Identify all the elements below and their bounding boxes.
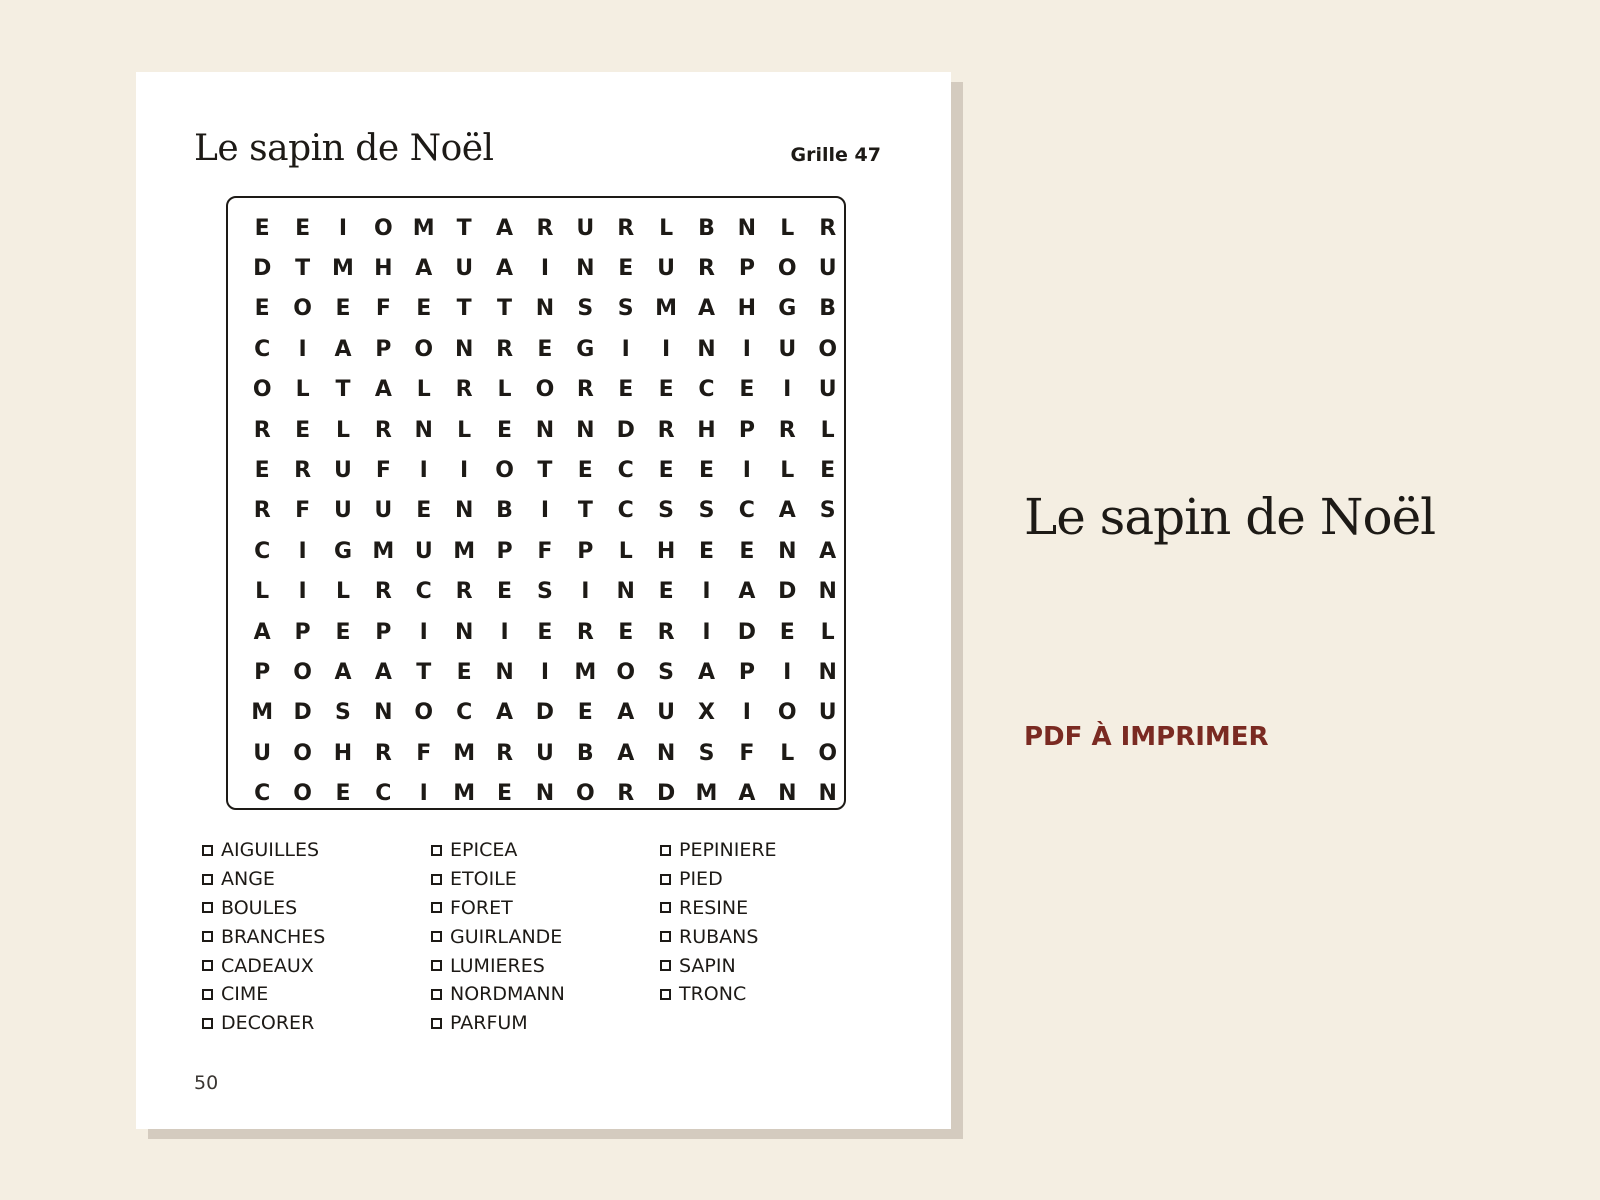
grid-letter: R: [657, 619, 675, 645]
grid-letter: R: [698, 256, 715, 282]
word-list-item: [431, 894, 660, 923]
grid-letter: O: [777, 700, 797, 726]
grid-letter: H: [697, 417, 716, 443]
word-label: DECORER: [221, 1012, 315, 1035]
grid-letter: S: [698, 740, 715, 766]
grid-letter: M: [453, 740, 476, 766]
grid-letter: I: [298, 336, 307, 362]
word-list-item: [202, 922, 431, 951]
grid-letter: C: [375, 781, 392, 807]
grid-letter: A: [617, 700, 635, 726]
grid-letter: N: [495, 659, 514, 685]
grid-letter: P: [375, 619, 392, 645]
grid-letter: U: [818, 700, 837, 726]
grid-letter: P: [375, 336, 392, 362]
grid-letter: B: [819, 296, 837, 322]
grid-letter: A: [334, 336, 352, 362]
grid-letter: L: [780, 458, 795, 484]
grid-letter: X: [698, 700, 715, 726]
grid-letter: R: [778, 417, 796, 443]
checkbox-icon[interactable]: [431, 960, 442, 971]
grid-letter: E: [254, 296, 270, 322]
grid-letter: D: [778, 579, 797, 605]
grid-letter: R: [496, 740, 514, 766]
grid-letter: O: [818, 336, 838, 362]
word-list-item: [202, 836, 431, 865]
grid-letter: N: [414, 417, 433, 443]
grid-letter: I: [298, 538, 307, 564]
grid-letter: A: [738, 579, 756, 605]
grid-letter: A: [253, 619, 271, 645]
grid-letter: R: [455, 377, 473, 403]
grid-letter: L: [497, 377, 512, 403]
grid-letter: F: [375, 458, 391, 484]
word-label: RESINE: [679, 896, 749, 919]
grid-letter: I: [662, 336, 671, 362]
word-list-item: [202, 894, 431, 923]
word-list-item: [202, 951, 431, 980]
grid-letter: O: [252, 377, 272, 403]
grid-letter: N: [616, 579, 635, 605]
grid-letter: I: [621, 336, 630, 362]
grid-letter: E: [497, 579, 513, 605]
grid-letter: I: [540, 498, 550, 524]
grid-letter: D: [293, 700, 312, 726]
grid-letter: N: [535, 417, 555, 443]
grid-letter: I: [742, 700, 751, 726]
grid-letter: N: [535, 781, 555, 807]
grid-letter: O: [374, 215, 393, 241]
grid-letter: C: [415, 579, 432, 605]
grid-letter: M: [412, 215, 435, 241]
grid-letter: E: [335, 296, 351, 322]
grid-letter: U: [414, 538, 433, 564]
grid-letter: R: [536, 215, 554, 241]
grid-letter: U: [253, 740, 272, 766]
grid-letter: O: [293, 740, 312, 766]
grid-letter: N: [535, 296, 555, 322]
grid-letter: T: [577, 498, 593, 524]
grid-letter: S: [537, 579, 553, 605]
grid-letter: N: [778, 781, 797, 807]
grid-letter: O: [414, 700, 434, 726]
grid-letter: R: [617, 215, 635, 241]
grid-letter: D: [535, 700, 555, 726]
grid-letter: I: [783, 377, 792, 403]
grid-letter: N: [454, 619, 474, 645]
word-label: FORET: [450, 896, 513, 919]
grid-letter: T: [497, 296, 513, 322]
grid-letter: S: [577, 296, 594, 322]
grid-letter: E: [618, 619, 634, 645]
grid-letter: R: [374, 417, 392, 443]
grid-letter: E: [577, 700, 593, 726]
grid-letter: E: [739, 377, 755, 403]
grid-letter: F: [375, 296, 391, 322]
checkbox-icon[interactable]: [431, 902, 442, 913]
grid-letter: I: [581, 579, 590, 605]
grid-letter: O: [293, 781, 312, 807]
grid-letter: N: [454, 498, 474, 524]
grid-letter: G: [576, 336, 595, 362]
grid-letter: I: [742, 458, 751, 484]
grid-letter: M: [332, 256, 354, 282]
grid-letter: M: [695, 781, 718, 807]
grid-letter: O: [535, 377, 555, 403]
word-list-item: [431, 980, 660, 1009]
grid-letter: T: [456, 215, 472, 241]
grid-letter: L: [820, 619, 835, 645]
grid-letter: T: [335, 377, 351, 403]
grid-letter: E: [698, 458, 714, 484]
grid-letter: O: [293, 659, 312, 685]
grid-letter: E: [618, 377, 634, 403]
grid-letter: D: [253, 256, 272, 282]
grid-letter: I: [298, 579, 307, 605]
grid-letter: P: [254, 659, 271, 685]
grid-letter: C: [738, 498, 755, 524]
checkbox-icon[interactable]: [431, 931, 442, 942]
grid-letter: M: [453, 781, 476, 807]
grid-letter: U: [334, 458, 352, 484]
grid-letter: L: [335, 417, 350, 443]
grid-letter: S: [819, 498, 836, 524]
grid-letter: N: [697, 336, 716, 362]
grid-letter: H: [656, 538, 676, 564]
grid-letter: N: [818, 579, 837, 605]
grid-letter: I: [500, 619, 509, 645]
grid-letter: L: [820, 417, 835, 443]
grid-letter: A: [697, 296, 715, 322]
grid-letter: R: [374, 579, 392, 605]
checkbox-icon[interactable]: [202, 902, 213, 913]
grid-letter: F: [416, 740, 432, 766]
word-label: BRANCHES: [221, 925, 326, 948]
grid-letter: E: [416, 296, 432, 322]
word-list-item: [660, 865, 889, 894]
grid-letter: C: [254, 538, 271, 564]
grid-letter: A: [374, 377, 392, 403]
grid-letter: P: [738, 417, 755, 443]
grid-letter: S: [658, 498, 675, 524]
grid-letter: U: [535, 740, 554, 766]
word-label: NORDMANN: [450, 983, 565, 1006]
grid-letter: E: [335, 781, 351, 807]
word-label: SAPIN: [679, 954, 736, 977]
word-list-item: [660, 980, 889, 1009]
grid-letter: D: [737, 619, 757, 645]
grid-letter: E: [658, 579, 674, 605]
grid-letter: I: [702, 619, 711, 645]
grid-letter: R: [819, 215, 837, 241]
checkbox-icon[interactable]: [660, 960, 671, 971]
puzzle-page: [136, 72, 951, 1129]
checkbox-icon[interactable]: [660, 845, 671, 856]
checkbox-icon[interactable]: [202, 1018, 213, 1029]
grid-letter: U: [334, 498, 352, 524]
grid-letter: F: [739, 740, 755, 766]
grid-letter: U: [374, 498, 393, 524]
letter-grid: [242, 208, 848, 814]
grid-letter: U: [657, 700, 676, 726]
checkbox-icon[interactable]: [202, 960, 213, 971]
word-list-item: [660, 922, 889, 951]
checkbox-icon[interactable]: [202, 874, 213, 885]
grid-letter: C: [617, 458, 634, 484]
grid-letter: E: [254, 458, 270, 484]
grid-letter: E: [577, 458, 593, 484]
grid-letter: M: [453, 538, 476, 564]
grid-letter: O: [293, 296, 312, 322]
grid-letter: N: [576, 417, 595, 443]
grid-letter: C: [456, 700, 473, 726]
grid-letter: E: [618, 256, 634, 282]
grid-letter: S: [658, 659, 675, 685]
grid-letter: R: [576, 619, 594, 645]
grid-letter: E: [295, 417, 311, 443]
grid-letter: E: [497, 417, 513, 443]
grid-letter: L: [780, 215, 795, 241]
word-list-item: [431, 865, 660, 894]
word-list-item: [660, 951, 889, 980]
grid-letter: B: [496, 498, 513, 524]
word-list: [202, 836, 902, 1038]
grid-letter: U: [818, 256, 837, 282]
grid-letter: L: [335, 579, 350, 605]
word-label: PEPINIERE: [679, 839, 777, 862]
word-list-item: [660, 894, 889, 923]
grid-letter: E: [295, 215, 311, 241]
grid-letter: F: [295, 498, 311, 524]
grid-letter: O: [414, 336, 434, 362]
grid-letter: D: [656, 781, 676, 807]
product-title: Le sapin de Noël: [1024, 488, 1436, 546]
grid-letter: N: [778, 538, 797, 564]
grid-letter: E: [658, 377, 674, 403]
grid-letter: R: [253, 498, 271, 524]
page-title: Le sapin de Noël: [194, 128, 494, 169]
grid-letter: I: [460, 458, 469, 484]
grid-letter: T: [295, 256, 311, 282]
grid-letter: E: [779, 619, 795, 645]
grid-letter: H: [374, 256, 393, 282]
grid-letter: R: [253, 417, 271, 443]
grid-letter: P: [577, 538, 594, 564]
grid-letter: A: [496, 700, 514, 726]
grid-letter: E: [335, 619, 351, 645]
word-label: EPICEA: [450, 839, 518, 862]
word-list-item: [431, 922, 660, 951]
grid-letter: U: [657, 256, 676, 282]
grid-letter: O: [818, 740, 838, 766]
word-label: PARFUM: [450, 1012, 528, 1035]
grid-letter: A: [496, 256, 514, 282]
grid-letter: E: [254, 215, 270, 241]
page-number: 50: [194, 1072, 219, 1094]
word-label: CADEAUX: [221, 954, 314, 977]
grid-letter: I: [540, 256, 550, 282]
grid-letter: E: [456, 659, 472, 685]
grid-letter: I: [540, 659, 550, 685]
grid-letter: N: [374, 700, 393, 726]
checkbox-icon[interactable]: [431, 1018, 442, 1029]
grid-letter: L: [416, 377, 431, 403]
grid-letter: M: [251, 700, 274, 726]
checkbox-icon[interactable]: [431, 874, 442, 885]
checkbox-icon[interactable]: [660, 902, 671, 913]
checkbox-icon[interactable]: [202, 845, 213, 856]
word-label: GUIRLANDE: [450, 925, 563, 948]
grid-letter: E: [820, 458, 836, 484]
checkbox-icon[interactable]: [660, 874, 671, 885]
word-list-item: [431, 1009, 660, 1038]
word-label: AIGUILLES: [221, 839, 320, 862]
grid-letter: D: [616, 417, 635, 443]
grid-letter: A: [334, 659, 352, 685]
checkbox-icon[interactable]: [431, 845, 442, 856]
grid-letter: N: [656, 740, 676, 766]
checkbox-icon[interactable]: [202, 989, 213, 1000]
grid-letter: O: [777, 256, 797, 282]
checkbox-icon[interactable]: [660, 989, 671, 1000]
grid-letter: B: [576, 740, 594, 766]
grid-letter: C: [698, 377, 715, 403]
grid-letter: A: [697, 659, 715, 685]
word-label: BOULES: [221, 896, 298, 919]
grid-letter: T: [456, 296, 472, 322]
word-list-item: [660, 836, 889, 865]
grid-letter: I: [702, 579, 711, 605]
grid-letter: M: [372, 538, 395, 564]
grid-letter: I: [419, 619, 428, 645]
grid-letter: O: [495, 458, 514, 484]
checkbox-icon[interactable]: [660, 931, 671, 942]
grid-letter: H: [333, 740, 353, 766]
grid-letter: U: [778, 336, 797, 362]
grid-letter: E: [537, 336, 553, 362]
grid-letter: C: [617, 498, 634, 524]
grid-letter: I: [742, 336, 751, 362]
grid-letter: C: [254, 781, 271, 807]
grid-letter: H: [737, 296, 757, 322]
grid-letter: N: [818, 659, 837, 685]
grid-letter: L: [659, 215, 674, 241]
grid-letter: R: [294, 458, 312, 484]
grid-letter: R: [374, 740, 392, 766]
grid-letter: E: [658, 458, 674, 484]
word-label: PIED: [679, 868, 723, 891]
word-list-item: [431, 951, 660, 980]
grid-letter: C: [254, 336, 271, 362]
grid-letter: M: [655, 296, 678, 322]
word-list-item: [202, 980, 431, 1009]
grid-letter: U: [818, 377, 837, 403]
word-list-item: [431, 836, 660, 865]
grid-letter: S: [698, 498, 715, 524]
grid-letter: R: [576, 377, 594, 403]
grid-letter: E: [698, 538, 714, 564]
grid-letter: P: [496, 538, 513, 564]
word-label: LUMIERES: [450, 954, 545, 977]
grid-letter: P: [294, 619, 311, 645]
grid-letter: E: [739, 538, 755, 564]
grid-letter: A: [819, 538, 837, 564]
grid-letter: E: [537, 619, 553, 645]
grid-letter: M: [574, 659, 597, 685]
grid-number-label: Grille 47: [790, 144, 881, 166]
grid-letter: A: [778, 498, 796, 524]
grid-letter: I: [419, 458, 428, 484]
grid-letter: T: [416, 659, 432, 685]
grid-letter: A: [617, 740, 635, 766]
grid-letter: N: [576, 256, 595, 282]
grid-letter: G: [333, 538, 352, 564]
checkbox-icon[interactable]: [431, 989, 442, 1000]
product-subtitle: PDF À IMPRIMER: [1024, 722, 1269, 752]
grid-letter: L: [255, 579, 270, 605]
grid-letter: U: [455, 256, 474, 282]
grid-letter: L: [457, 417, 472, 443]
grid-letter: N: [737, 215, 757, 241]
grid-letter: U: [576, 215, 595, 241]
grid-letter: S: [617, 296, 634, 322]
grid-letter: I: [338, 215, 348, 241]
grid-letter: L: [618, 538, 633, 564]
grid-letter: G: [778, 296, 797, 322]
word-search-grid: [226, 196, 846, 810]
grid-letter: P: [738, 659, 755, 685]
grid-letter: E: [497, 781, 513, 807]
word-label: ETOILE: [450, 868, 517, 891]
grid-letter: A: [738, 781, 756, 807]
grid-letter: N: [818, 781, 837, 807]
grid-letter: F: [537, 538, 553, 564]
grid-letter: R: [496, 336, 514, 362]
grid-letter: T: [537, 458, 553, 484]
grid-letter: L: [780, 740, 795, 766]
grid-letter: I: [419, 781, 428, 807]
grid-letter: O: [616, 659, 636, 685]
grid-letter: I: [783, 659, 792, 685]
word-list-item: [202, 1009, 431, 1038]
word-list-item: [202, 865, 431, 894]
grid-letter: N: [454, 336, 474, 362]
grid-letter: A: [496, 215, 514, 241]
word-label: ANGE: [221, 868, 275, 891]
checkbox-icon[interactable]: [202, 931, 213, 942]
grid-letter: O: [575, 781, 595, 807]
grid-letter: R: [657, 417, 675, 443]
word-label: RUBANS: [679, 925, 759, 948]
grid-letter: R: [455, 579, 473, 605]
grid-letter: L: [295, 377, 310, 403]
grid-letter: R: [617, 781, 635, 807]
grid-letter: S: [335, 700, 351, 726]
word-label: TRONC: [679, 983, 747, 1006]
grid-letter: A: [415, 256, 433, 282]
grid-letter: P: [738, 256, 755, 282]
grid-letter: A: [374, 659, 392, 685]
word-label: CIME: [221, 983, 269, 1006]
grid-letter: E: [416, 498, 432, 524]
grid-letter: B: [698, 215, 715, 241]
